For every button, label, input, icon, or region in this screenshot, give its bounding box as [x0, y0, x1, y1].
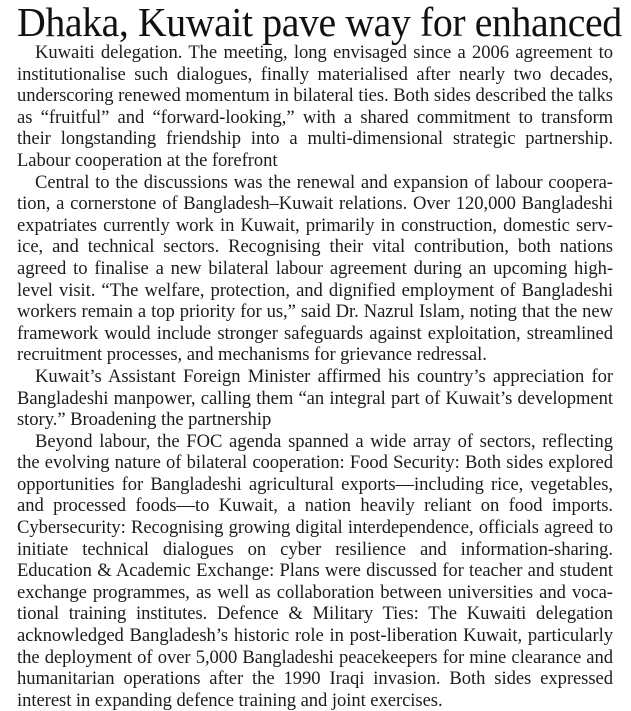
article-body [17, 42, 613, 711]
article-paragraph: Kuwaiti delegation. The meeting, long envisaged since a 2006 agreement to institutionalise such dialogues, finally materialised after nearly two decades, underscoring renewed momentum in bilateral ties. Both sides described the talks as “fruitful” and “forward-looking,” with a shared commitment to transform their longstanding friendship into a multi-dimensional strategic partnership. Labour cooperation at the forefront [17, 42, 613, 171]
news-article [17, 0, 622, 711]
article-paragraph: Kuwait’s Assistant Foreign Minister affirmed his country’s appreciation for Bangladeshi manpower, calling them “an integral part of Kuwait’s development story.” Broadening the partnership [17, 365, 613, 431]
article-paragraph: Central to the discussions was the renewal and expansion of labour cooperation, a cornerstone of Bangladesh–Kuwait relations. Over 120,000 Bangladeshi expatriates currently work in Kuwait, primarily in construction, domestic service, and technical sectors. Recognising their vital contribution, both nations agreed to finalise a new bilateral labour agreement during an upcoming high-level visit. “The welfare, protection, and dignified employment of Bangladeshi workers remain a top priority for us,” said Dr. Nazrul Islam, noting that the new framework would include stronger safeguards against exploitation, streamlined recruitment processes, and mechanisms for grievance redressal. [17, 171, 613, 366]
article-headline: Dhaka, Kuwait pave way for enhanced [17, 0, 622, 45]
article-paragraph: Beyond labour, the FOC agenda spanned a wide array of sectors, reflecting the evolving nature of bilateral cooperation: Food Security: Both sides explored opportunities for Bangladeshi agricultural exports—including rice, vegetables, and processed foods—to Kuwait, a nation heavily reliant on food imports. Cybersecurity: Recognising growing digital interdependence, officials agreed to initiate technical dialogues on cyber resilience and information-sharing. Education & Academic Exchange: Plans were discussed for teacher and student exchange programmes, as well as collaboration between universities and vocational training institutes. Defence & Military Ties: The Kuwaiti delegation acknowledged Bangladesh’s historic role in post-liberation Kuwait, particularly the deployment of over 5,000 Bangladeshi peacekeepers for mine clearance and humanitarian operations after the 1990 Iraqi invasion. Both sides expressed interest in expanding defence training and joint exercises. [17, 430, 613, 711]
